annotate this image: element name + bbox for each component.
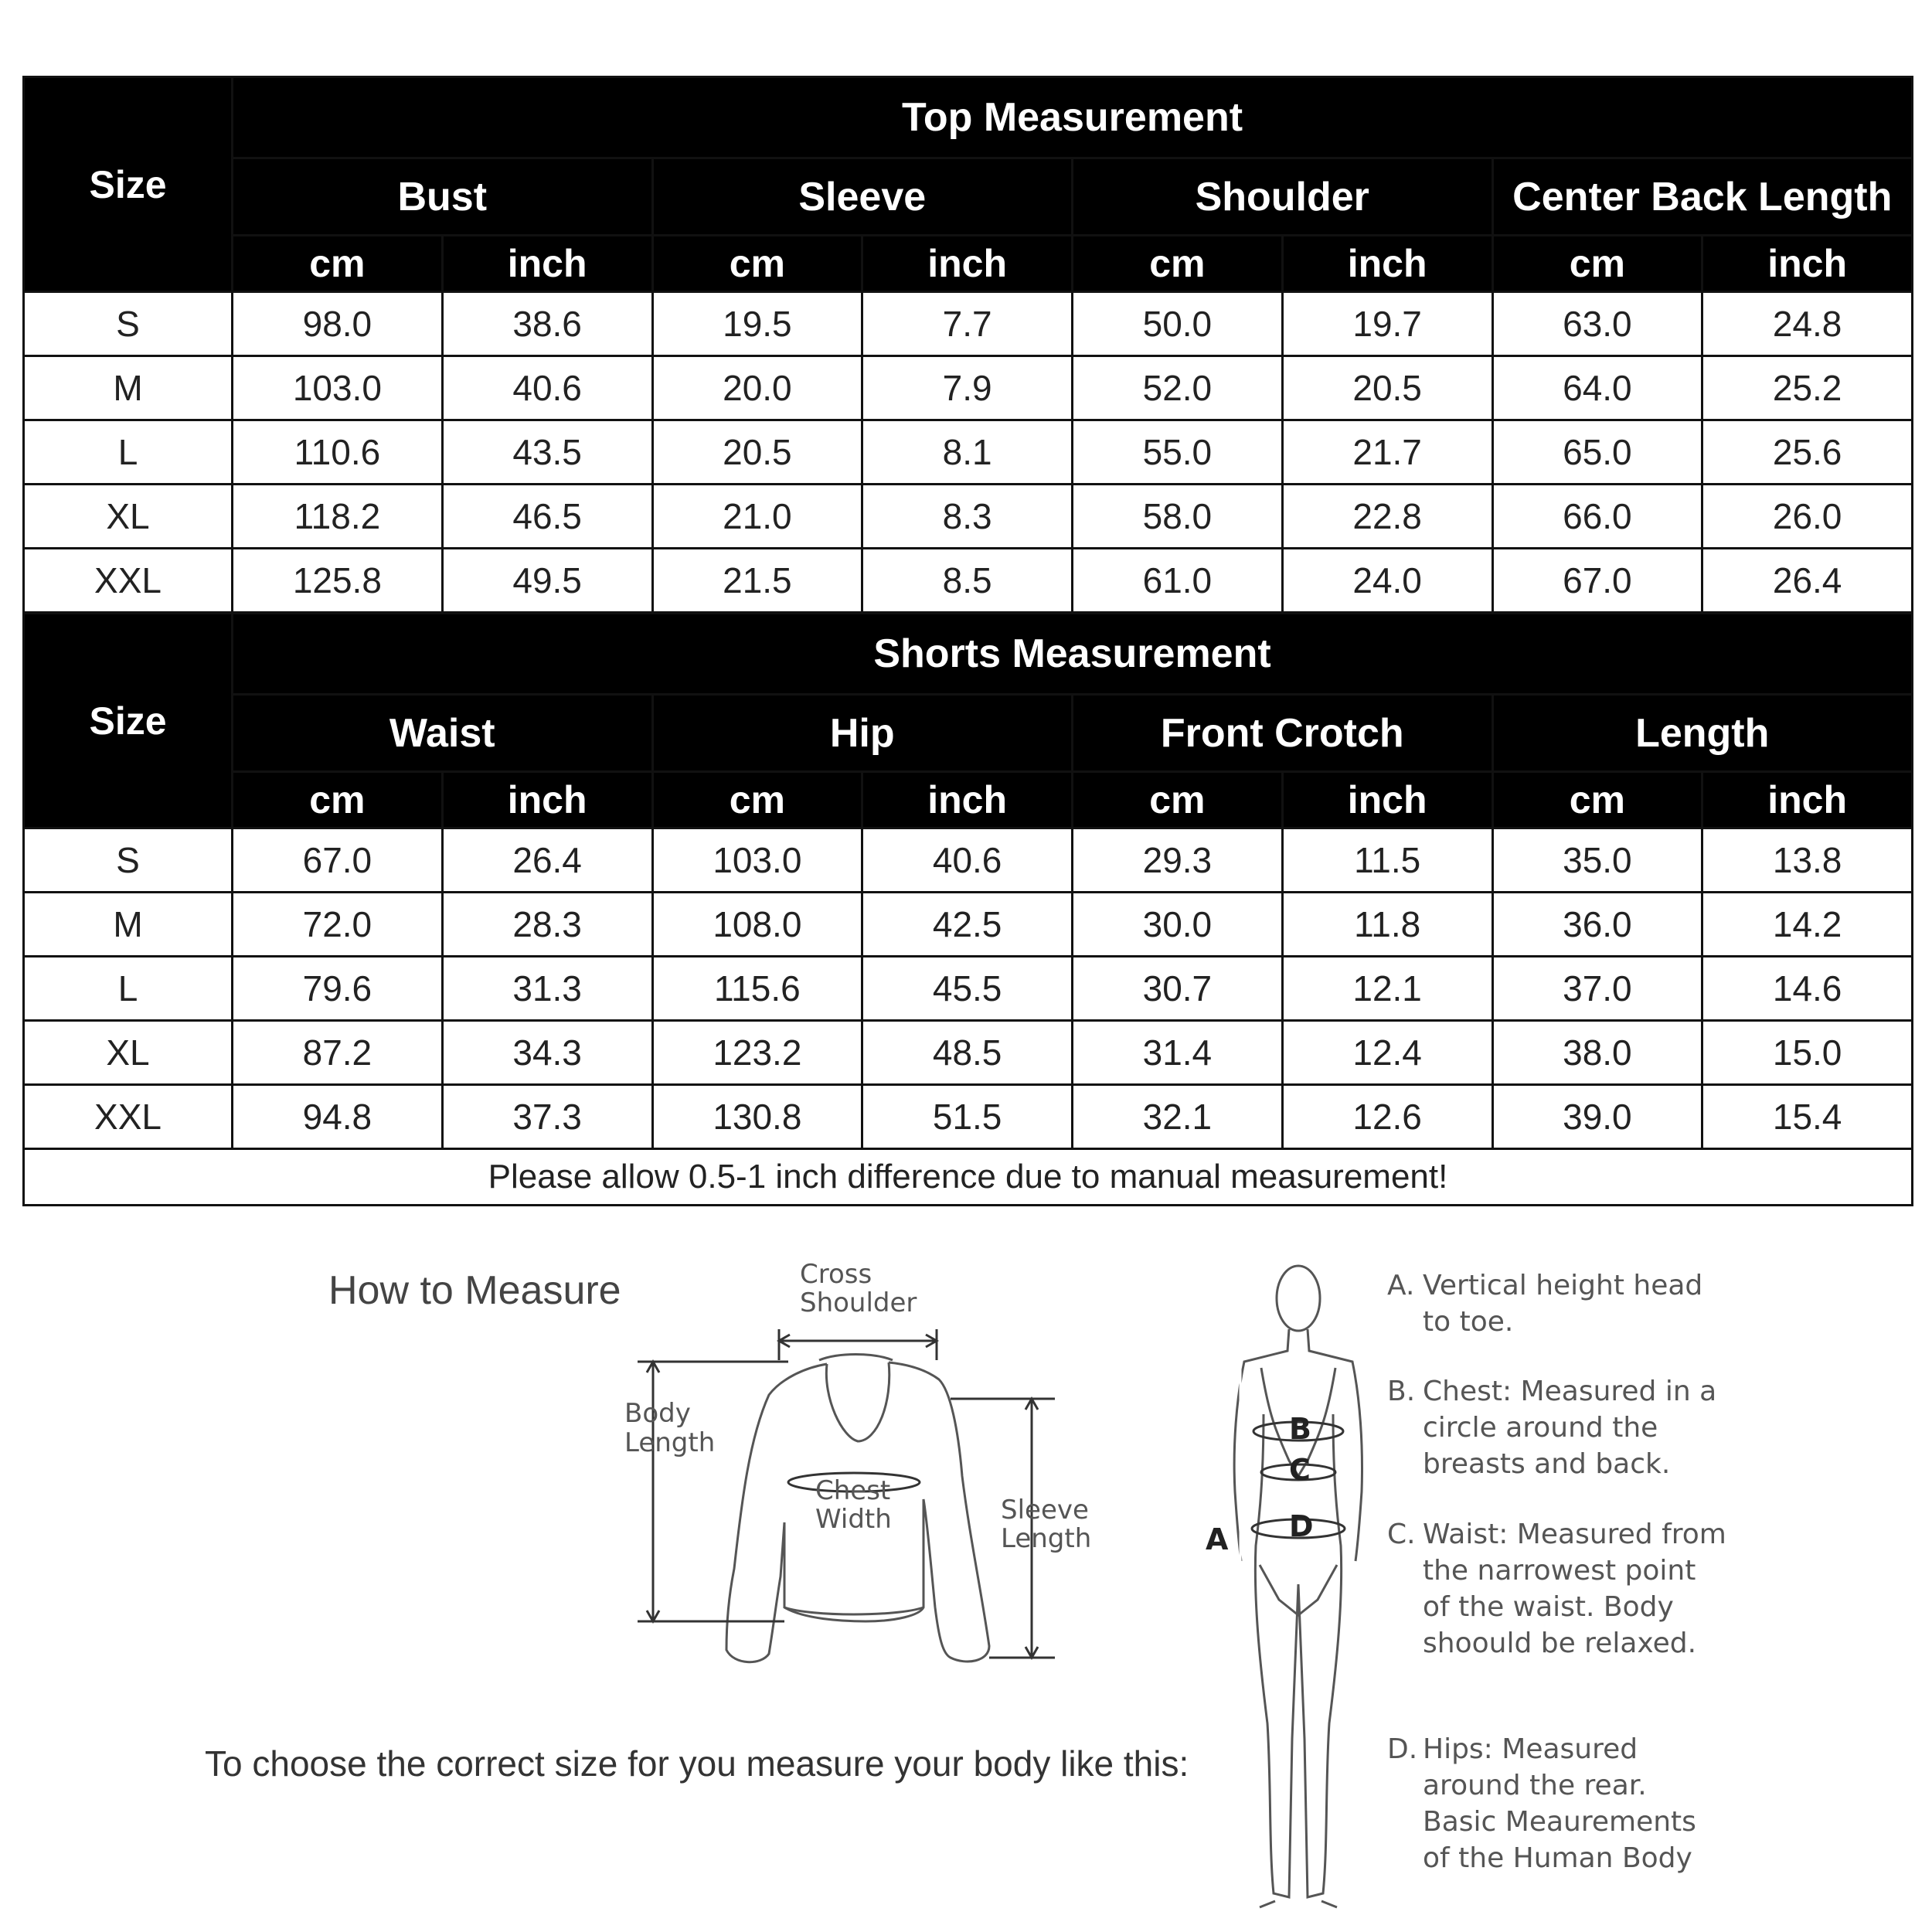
value-cell: 22.8 — [1282, 485, 1492, 549]
value-cell: 67.0 — [233, 828, 443, 893]
value-cell: 43.5 — [442, 420, 652, 485]
value-cell: 40.6 — [862, 828, 1073, 893]
value-cell: 35.0 — [1492, 828, 1702, 893]
hip-header: Hip — [652, 695, 1073, 772]
figure-label-c: C — [1289, 1453, 1311, 1487]
front-crotch-header: Front Crotch — [1073, 695, 1493, 772]
table-row — [24, 1085, 1913, 1149]
value-cell: 29.3 — [1073, 828, 1283, 893]
sleeve-length-label: Length — [1001, 1523, 1092, 1554]
value-cell: 64.0 — [1492, 356, 1702, 420]
value-cell: 24.0 — [1282, 549, 1492, 613]
value-cell: 42.5 — [862, 893, 1073, 957]
size-cell: S — [24, 292, 233, 356]
unit-inch: inch — [442, 772, 652, 828]
legend-text: Hips: Measured around the rear. Basic Meaurements of the Human Body — [1423, 1733, 1696, 1874]
size-cell: M — [24, 893, 233, 957]
value-cell: 125.8 — [233, 549, 443, 613]
value-cell: 8.1 — [862, 420, 1073, 485]
cross-shoulder-label: Shoulder — [800, 1287, 917, 1318]
unit-cm: cm — [1073, 236, 1283, 292]
value-cell: 52.0 — [1073, 356, 1283, 420]
figure-label-a: A — [1206, 1522, 1229, 1556]
value-cell: 61.0 — [1073, 549, 1283, 613]
unit-inch: inch — [1702, 772, 1913, 828]
value-cell: 38.0 — [1492, 1021, 1702, 1085]
chest-width-label: Width — [815, 1504, 892, 1535]
value-cell: 67.0 — [1492, 549, 1702, 613]
size-cell: XL — [24, 485, 233, 549]
sweater-diagram — [611, 1244, 1105, 1677]
size-cell: M — [24, 356, 233, 420]
legend-key: A. — [1387, 1270, 1415, 1301]
table-row — [24, 828, 1913, 893]
value-cell: 12.6 — [1282, 1085, 1492, 1149]
value-cell: 19.7 — [1282, 292, 1492, 356]
value-cell: 36.0 — [1492, 893, 1702, 957]
size-cell: L — [24, 957, 233, 1021]
value-cell: 50.0 — [1073, 292, 1283, 356]
value-cell: 103.0 — [233, 356, 443, 420]
size-cell: XXL — [24, 549, 233, 613]
table-row — [24, 485, 1913, 549]
value-cell: 130.8 — [652, 1085, 862, 1149]
unit-cm: cm — [233, 236, 443, 292]
value-cell: 20.5 — [652, 420, 862, 485]
value-cell: 87.2 — [233, 1021, 443, 1085]
value-cell: 25.2 — [1702, 356, 1913, 420]
top-measurement-title: Top Measurement — [233, 77, 1913, 158]
value-cell: 12.1 — [1282, 957, 1492, 1021]
value-cell: 25.6 — [1702, 420, 1913, 485]
value-cell: 20.5 — [1282, 356, 1492, 420]
unit-cm: cm — [652, 772, 862, 828]
value-cell: 26.0 — [1702, 485, 1913, 549]
value-cell: 108.0 — [652, 893, 862, 957]
value-cell: 19.5 — [652, 292, 862, 356]
sleeve-length-label: Sleeve — [1001, 1495, 1089, 1526]
value-cell: 48.5 — [862, 1021, 1073, 1085]
size-header: Size — [24, 614, 233, 828]
size-cell: XL — [24, 1021, 233, 1085]
unit-inch: inch — [862, 772, 1073, 828]
value-cell: 26.4 — [1702, 549, 1913, 613]
legend-item-c — [1387, 1516, 1727, 1662]
value-cell: 98.0 — [233, 292, 443, 356]
unit-inch: inch — [862, 236, 1073, 292]
value-cell: 8.5 — [862, 549, 1073, 613]
value-cell: 39.0 — [1492, 1085, 1702, 1149]
value-cell: 20.0 — [652, 356, 862, 420]
value-cell: 118.2 — [233, 485, 443, 549]
value-cell: 115.6 — [652, 957, 862, 1021]
length-header: Length — [1492, 695, 1913, 772]
unit-inch: inch — [442, 236, 652, 292]
legend-text: Chest: Measured in a circle around the breasts and back. — [1423, 1376, 1717, 1480]
value-cell: 72.0 — [233, 893, 443, 957]
value-cell: 31.3 — [442, 957, 652, 1021]
table-row — [24, 549, 1913, 613]
value-cell: 32.1 — [1073, 1085, 1283, 1149]
sleeve-header: Sleeve — [652, 158, 1073, 236]
unit-cm: cm — [1492, 772, 1702, 828]
unit-inch: inch — [1282, 772, 1492, 828]
value-cell: 8.3 — [862, 485, 1073, 549]
value-cell: 24.8 — [1702, 292, 1913, 356]
value-cell: 51.5 — [862, 1085, 1073, 1149]
value-cell: 45.5 — [862, 957, 1073, 1021]
value-cell: 37.0 — [1492, 957, 1702, 1021]
body-length-label: Length — [624, 1427, 716, 1458]
choose-size-instruction: To choose the correct size for you measure your body like this: — [205, 1743, 1189, 1784]
table-row — [24, 893, 1913, 957]
value-cell: 21.5 — [652, 549, 862, 613]
value-cell: 34.3 — [442, 1021, 652, 1085]
table-row — [24, 420, 1913, 485]
value-cell: 14.2 — [1702, 893, 1913, 957]
value-cell: 94.8 — [233, 1085, 443, 1149]
value-cell: 7.7 — [862, 292, 1073, 356]
value-cell: 31.4 — [1073, 1021, 1283, 1085]
value-cell: 55.0 — [1073, 420, 1283, 485]
value-cell: 28.3 — [442, 893, 652, 957]
figure-label-b: B — [1289, 1412, 1311, 1446]
legend-item-b — [1387, 1373, 1727, 1482]
waist-header: Waist — [233, 695, 653, 772]
value-cell: 103.0 — [652, 828, 862, 893]
unit-cm: cm — [1492, 236, 1702, 292]
value-cell: 7.9 — [862, 356, 1073, 420]
measurement-note: Please allow 0.5-1 inch difference due to manual measurement! — [24, 1149, 1913, 1206]
value-cell: 40.6 — [442, 356, 652, 420]
table-row — [24, 957, 1913, 1021]
value-cell: 58.0 — [1073, 485, 1283, 549]
value-cell: 63.0 — [1492, 292, 1702, 356]
value-cell: 26.4 — [442, 828, 652, 893]
table-row — [24, 292, 1913, 356]
shorts-measurement-title: Shorts Measurement — [233, 614, 1913, 695]
unit-inch: inch — [1702, 236, 1913, 292]
shoulder-header: Shoulder — [1073, 158, 1493, 236]
cross-shoulder-label: Cross — [800, 1259, 872, 1290]
value-cell: 11.5 — [1282, 828, 1492, 893]
top-measurement-table — [22, 76, 1913, 614]
value-cell: 38.6 — [442, 292, 652, 356]
legend-text: Vertical height head to toe. — [1423, 1270, 1703, 1338]
value-cell: 13.8 — [1702, 828, 1913, 893]
value-cell: 37.3 — [442, 1085, 652, 1149]
bust-header: Bust — [233, 158, 653, 236]
legend-item-a — [1387, 1267, 1727, 1340]
value-cell: 30.0 — [1073, 893, 1283, 957]
value-cell: 21.7 — [1282, 420, 1492, 485]
value-cell: 30.7 — [1073, 957, 1283, 1021]
unit-inch: inch — [1282, 236, 1492, 292]
unit-cm: cm — [1073, 772, 1283, 828]
size-cell: L — [24, 420, 233, 485]
legend-key: B. — [1387, 1376, 1416, 1407]
how-to-measure-title: How to Measure — [328, 1268, 621, 1313]
body-length-label: Body — [624, 1398, 691, 1429]
table-row — [24, 356, 1913, 420]
unit-cm: cm — [652, 236, 862, 292]
legend-text: Waist: Measured from the narrowest point of the waist. Body shoould be relaxed. — [1423, 1519, 1726, 1659]
legend-key: C. — [1387, 1519, 1416, 1550]
legend-item-d — [1387, 1731, 1727, 1876]
value-cell: 12.4 — [1282, 1021, 1492, 1085]
value-cell: 110.6 — [233, 420, 443, 485]
value-cell: 123.2 — [652, 1021, 862, 1085]
value-cell: 11.8 — [1282, 893, 1492, 957]
center-back-length-header: Center Back Length — [1492, 158, 1913, 236]
chest-width-label: Chest — [815, 1475, 891, 1506]
value-cell: 15.0 — [1702, 1021, 1913, 1085]
figure-label-d: D — [1289, 1509, 1314, 1543]
human-body-diagram — [1198, 1260, 1376, 1909]
value-cell: 21.0 — [652, 485, 862, 549]
unit-cm: cm — [233, 772, 443, 828]
value-cell: 79.6 — [233, 957, 443, 1021]
value-cell: 15.4 — [1702, 1085, 1913, 1149]
size-header: Size — [24, 77, 233, 292]
value-cell: 66.0 — [1492, 485, 1702, 549]
value-cell: 65.0 — [1492, 420, 1702, 485]
shorts-measurement-table — [22, 612, 1913, 1206]
legend-key: D. — [1387, 1733, 1418, 1765]
size-cell: S — [24, 828, 233, 893]
value-cell: 14.6 — [1702, 957, 1913, 1021]
table-row — [24, 1021, 1913, 1085]
value-cell: 46.5 — [442, 485, 652, 549]
value-cell: 49.5 — [442, 549, 652, 613]
size-cell: XXL — [24, 1085, 233, 1149]
